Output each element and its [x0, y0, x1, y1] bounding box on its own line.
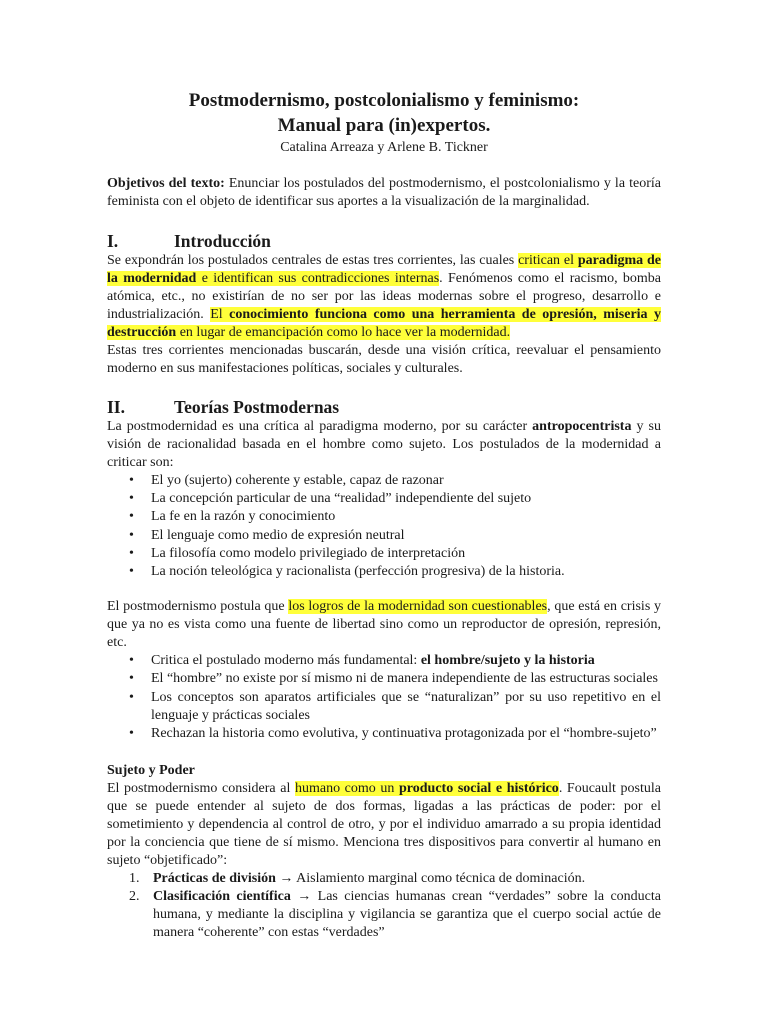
authors: Catalina Arreaza y Arlene B. Tickner — [280, 140, 488, 155]
title-line-2: Manual para (in)expertos. — [277, 115, 491, 136]
list-item: • La filosofía como modelo privilegiado de interpretación — [129, 545, 661, 563]
bold-run: Clasificación científica — [153, 889, 291, 905]
section-title: Teorías Postmodernas — [174, 397, 340, 417]
objectives-label: Objetivos del texto: — [107, 176, 225, 191]
item-number: 1. — [129, 871, 140, 887]
objectives-text: Enunciar los postulados del postmodernismo, el postcolonialismo y la teoría feminista con el objeto de identificar sus aportes a la visualización de la marginalidad. — [107, 176, 661, 209]
highlight-bold: producto social e histórico — [399, 781, 559, 797]
text-run: . Fenómenos como el racismo, bomba atómica, etc., no existirían de no ser por las ideas modernas sobre el progreso, desarrollo e industrialización. — [107, 271, 662, 322]
list-item: • El yo (sujerto) coherente y estable, capaz de razonar — [129, 472, 661, 490]
highlight-bold: paradigma de la modernidad — [107, 253, 661, 286]
list-item: • El “hombre” no existe por sí mismo ni de manera independiente de las estructuras sociales — [129, 670, 661, 688]
postmodern-critique-list — [107, 652, 661, 743]
teorias-paragraph-1 — [107, 418, 661, 472]
highlight: El — [210, 307, 230, 322]
numbered-item — [129, 888, 661, 942]
text-run: → Las ciencias humanas crean “verdades” sobre la conducta humana, y mediante la disciplina y vigilancia se garantiza que el cuerpo social actúe de manera “coherente” con estas “verdades” — [153, 889, 661, 941]
teorias-paragraph-2 — [107, 598, 661, 652]
list-item: • La concepción particular de una “realidad” independiente del sujeto — [129, 490, 661, 508]
highlight: e identifican sus contradicciones internas — [196, 271, 440, 286]
highlight: los logros de la modernidad son cuestionables — [288, 599, 548, 615]
text-run: y su visión de racionalidad basada en el hombre como sujeto. Los postulados de la modernidad a criticar son: — [107, 419, 661, 470]
section-heading-teorias — [107, 396, 661, 418]
item-number: 2. — [129, 889, 140, 905]
subsection-title: Sujeto y Poder — [107, 763, 195, 779]
subject-devices-list — [107, 870, 661, 942]
text-run: El postmodernismo postula que — [107, 599, 289, 615]
list-item: • La fe en la razón y conocimiento — [129, 508, 661, 526]
section-heading-introduccion — [107, 230, 661, 252]
document-title — [107, 88, 661, 138]
bold-run: el hombre/sujeto y la historia — [420, 653, 595, 669]
text-run: Critica el postulado moderno más fundamental: — [151, 653, 421, 669]
highlight: en lugar de emancipación como lo hace ver la modernidad. — [176, 325, 511, 340]
bold-run: Prácticas de división — [153, 871, 276, 887]
numbered-item — [129, 870, 661, 888]
text-run: La postmodernidad es una crítica al paradigma moderno, por su carácter — [107, 419, 533, 434]
document-page — [107, 88, 661, 942]
bold-run: antropocentrista — [532, 419, 632, 434]
section-number: I. — [107, 231, 119, 251]
intro-paragraph-2: Estas tres corrientes mencionadas buscarán, desde una visión crítica, reevaluar el pensamiento moderno en sus manifestaciones políticas, sociales y culturales. — [107, 343, 661, 376]
highlight: critican el — [518, 253, 578, 268]
modernity-postulates-list — [107, 472, 661, 581]
text-run: , que está en crisis y que ya no es vista como una fuente de libertad sino como un reproductor de opresión, represión, etc. — [107, 599, 661, 651]
list-item: • La noción teleológica y racionalista (perfección progresiva) de la historia. — [129, 563, 661, 581]
list-item: • El lenguaje como medio de expresión neutral — [129, 527, 661, 545]
title-line-1: Postmodernismo, postcolonialismo y feminismo: — [188, 90, 580, 111]
list-item — [129, 652, 661, 670]
text-run: El postmodernismo considera al — [107, 781, 295, 797]
section-title: Introducción — [174, 231, 271, 251]
highlight: humano como un — [294, 781, 400, 797]
objectives-paragraph — [107, 175, 661, 211]
text-run: . Foucault postula que se puede entender al sujeto de dos formas, ligadas a las prácticas de poder: por el sometimiento y dependencia al control de otro, y por el individuo amarrado a su propia identidad por la conciencia que tiene de sí mismo. Menciona tres dispositivos para convertir al humano en sujeto “objetificado”: — [107, 781, 661, 869]
list-item: • Rechazan la historia como evolutiva, y continuativa protagonizada por el “hombre-sujeto” — [129, 725, 661, 743]
list-item: • Los conceptos son aparatos artificiales que se “naturalizan” por su uso repetitivo en el lenguaje y prácticas sociales — [129, 689, 661, 725]
intro-paragraph-1 — [107, 252, 661, 342]
subsection-paragraph — [107, 780, 661, 870]
highlight-bold: conocimiento funciona como una herramienta de opresión, miseria y destrucción — [107, 307, 661, 340]
section-number: II. — [107, 397, 125, 417]
text-run: → Aislamiento marginal como técnica de dominación. — [275, 871, 586, 887]
text-run: Se expondrán los postulados centrales de estas tres corrientes, las cuales — [107, 253, 519, 268]
